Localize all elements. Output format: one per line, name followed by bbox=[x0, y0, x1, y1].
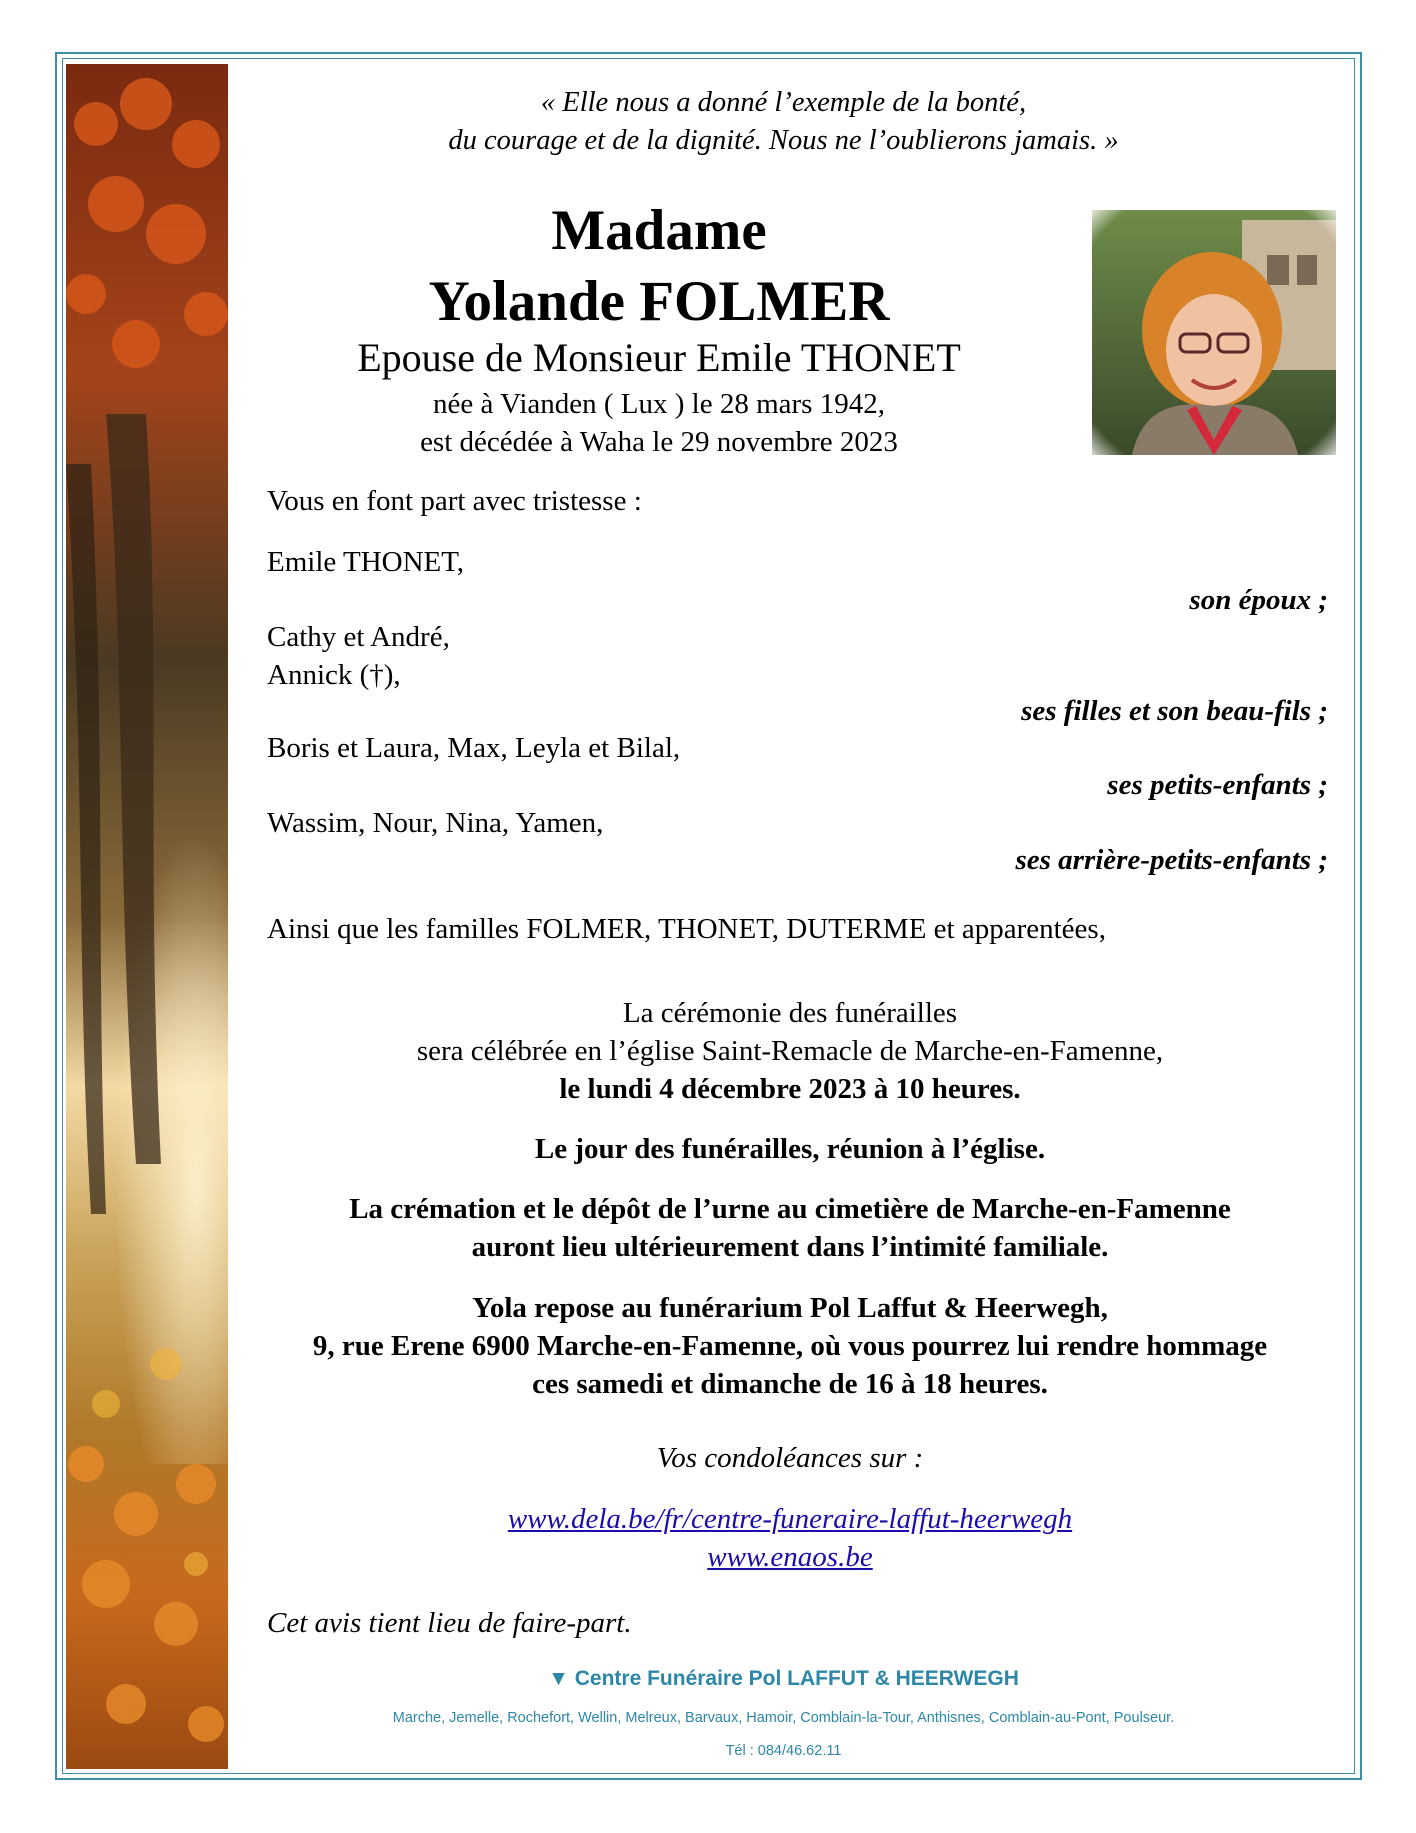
condolences-link-dela[interactable]: www.dela.be/fr/centre-funeraire-laffut-heerwegh bbox=[507, 1503, 1073, 1535]
ceremony-line-2: sera célébrée en l’église Saint-Remacle de Marche-en-Famenne, bbox=[416, 1035, 1164, 1067]
announce-intro: Vous en font part avec tristesse : bbox=[267, 485, 642, 517]
funeral-home-name bbox=[230, 1665, 1337, 1693]
condolences-link-enaos[interactable]: www.enaos.be bbox=[707, 1541, 873, 1573]
rest-line-1: Yola repose au funérarium Pol Laffut & Heerwegh, bbox=[472, 1292, 1108, 1324]
relative-relation: ses filles et son beau-fils ; bbox=[1021, 695, 1328, 727]
cremation-line-2: auront lieu ultérieurement dans l’intimité familiale. bbox=[471, 1231, 1109, 1263]
death-line: est décédée à Waha le 29 novembre 2023 bbox=[420, 426, 898, 458]
relative-names: Emile THONET, bbox=[267, 546, 465, 578]
relative-names: Wassim, Nour, Nina, Yamen, bbox=[267, 807, 604, 839]
ceremony-date: le lundi 4 décembre 2023 à 10 heures. bbox=[559, 1073, 1021, 1105]
birth-line: née à Vianden ( Lux ) le 28 mars 1942, bbox=[433, 388, 885, 420]
rest-line-3: ces samedi et dimanche de 16 à 18 heures. bbox=[532, 1368, 1048, 1400]
deceased-title: Madame bbox=[551, 199, 767, 262]
notice-line: Cet avis tient lieu de faire-part. bbox=[267, 1607, 632, 1639]
funeral-home-locations: Marche, Jemelle, Rochefort, Wellin, Melreux, Barvaux, Hamoir, Comblain-la-Tour, Anthisnes, Comblain-au-Pont, Poulseur. bbox=[392, 1710, 1175, 1726]
cremation-line-1: La crémation et le dépôt de l’urne au cimetière de Marche-en-Famenne bbox=[349, 1193, 1231, 1225]
quote-line-2: du courage et de la dignité. Nous ne l’oublierons jamais. » bbox=[448, 125, 1119, 156]
relative-relation: son époux ; bbox=[1189, 584, 1328, 616]
relative-relation: ses arrière-petits-enfants ; bbox=[1015, 844, 1328, 876]
condolences-label: Vos condoléances sur : bbox=[656, 1442, 924, 1474]
spouse-line: Epouse de Monsieur Emile THONET bbox=[357, 335, 961, 380]
relative-names: Boris et Laura, Max, Leyla et Bilal, bbox=[267, 732, 681, 764]
funeral-home-label: Centre Funéraire Pol LAFFUT & HEERWEGH bbox=[574, 1667, 1019, 1690]
meeting-line: Le jour des funérailles, réunion à l’église. bbox=[534, 1133, 1046, 1165]
autumn-forest-image bbox=[66, 64, 228, 1769]
relative-names: Annick (†), bbox=[267, 659, 401, 691]
families-line: Ainsi que les familles FOLMER, THONET, DUTERME et apparentées, bbox=[267, 913, 1106, 945]
funeral-home-phone: Tél : 084/46.62.11 bbox=[725, 1743, 842, 1759]
rest-line-2: 9, rue Erene 6900 Marche-en-Famenne, où vous pourrez lui rendre hommage bbox=[312, 1330, 1268, 1362]
triangle-down-icon: ▼ bbox=[548, 1667, 569, 1690]
portrait-photo bbox=[1092, 210, 1336, 455]
ceremony-line-1: La cérémonie des funérailles bbox=[622, 997, 958, 1029]
deceased-name: Yolande FOLMER bbox=[428, 270, 890, 333]
relative-names: Cathy et André, bbox=[267, 621, 450, 653]
quote-line-1: « Elle nous a donné l’exemple de la bonté, bbox=[540, 87, 1027, 118]
relative-relation: ses petits-enfants ; bbox=[1107, 769, 1328, 801]
